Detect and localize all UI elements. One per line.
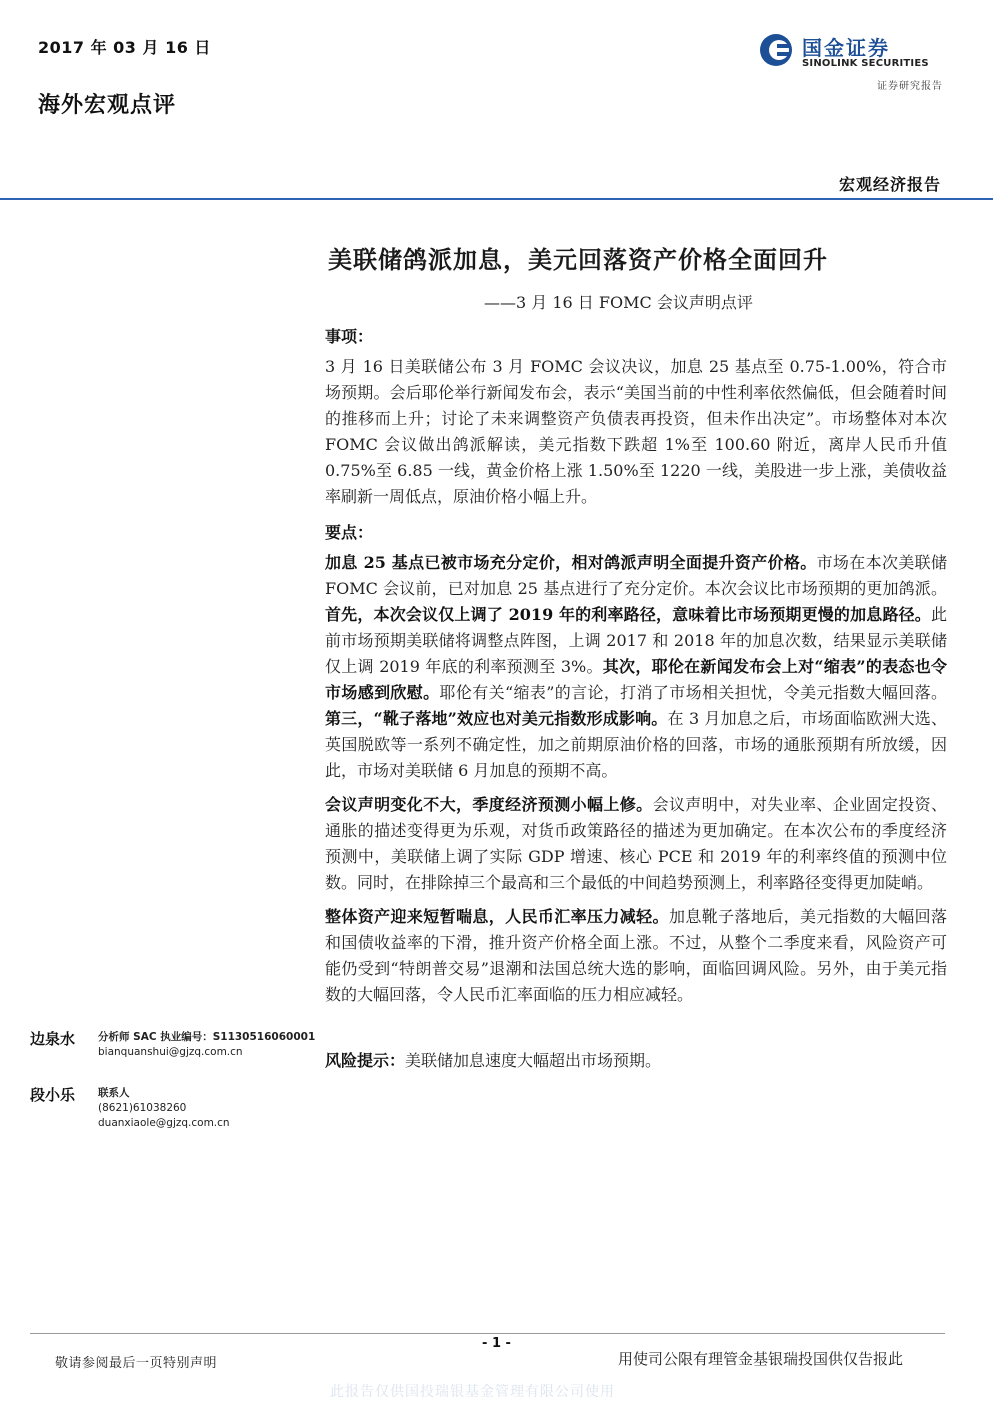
report-type-label: 宏观经济报告 (838, 175, 941, 194)
article-body (325, 322, 947, 1074)
doc-kind-label: 证券研究报告 (877, 81, 943, 92)
point-2-text: 会议声明中，对失业率、企业固定投资、通胀的描述变得更为乐观，对货币政策路径的描述为更加确定。在本次公布的季度经济预测中，美联储上调了实际 GDP 增速、核心 PCE 和 2019 年的利率终值的预测中位数。同时，在排除掉三个最高和三个最低的中间趋势预测上，利率路径变得更加陡峭。 (325, 795, 947, 892)
footer-usage-note: 用使司公限有理管金基银瑞投国供仅告报此 (618, 1350, 904, 1368)
point-1-text-d: 在 3 月加息之后，市场面临欧洲大选、英国脱欧等一系列不确定性，加之前期原油价格的回落，市场的通胀预期有所放缓，因此，市场对美联储 6 月加息的预期不高。 (325, 709, 947, 780)
risk-text: 美联储加息速度大幅超出市场预期。 (405, 1051, 662, 1070)
header-divider (0, 198, 993, 200)
point-3-text: 加息靴子落地后，美元指数的大幅回落和国债收益率的下滑，推升资产价格全面上涨。不过，从整个二季度来看，风险资产可能仍受到“特朗普交易”退潮和法国总统大选的影响，面临回调风险。另外，由于美元指数的大幅回落，令人民币汇率面临的压力相应减轻。 (325, 907, 947, 1004)
logo-english-name: SINOLINK SECURITIES (802, 58, 929, 69)
author-name: 边泉水 (30, 1030, 76, 1048)
author-phone: (8621)61038260 (98, 1102, 187, 1114)
author-email[interactable]: bianquanshui@gjzq.com.cn (98, 1046, 243, 1058)
author-card (30, 1084, 320, 1140)
point-1-text-b: 此前市场预期美联储将调整点阵图，上调 2017 和 2018 年的加息次数，结果显示美联储仅上调 2019 年底的利率预测至 3%。 (325, 605, 947, 676)
author-name: 段小乐 (30, 1086, 76, 1104)
report-series: 海外宏观点评 (38, 92, 177, 118)
report-date: 2017 年 03 月 16 日 (38, 38, 211, 57)
article-title: 美联储鸽派加息，美元回落资产价格全面回升 (328, 245, 828, 274)
point-1-lead: 加息 25 基点已被市场充分定价，相对鸽派声明全面提升资产价格。 (325, 553, 817, 572)
point-paragraph-2 (325, 792, 947, 896)
author-info (98, 1030, 315, 1060)
author-role: 分析师 SAC 执业编号：S1130516060001 (98, 1031, 316, 1043)
point-paragraph-1 (325, 550, 947, 784)
risk-label: 风险提示： (325, 1051, 406, 1070)
author-list (30, 1028, 320, 1140)
point-1-second: 其次，耶伦在新闻发布会上对“缩表”的表态也令市场感到欣慰。 (325, 657, 947, 702)
logo-chinese-name: 国金证券 (802, 36, 890, 60)
point-3-lead: 整体资产迎来短暂喘息，人民币汇率压力减轻。 (325, 907, 669, 926)
point-1-text-a: 市场在本次美联储 FOMC 会议前，已对加息 25 基点进行了充分定价。本次会议比市场预期的更加鸽派。 (325, 553, 947, 598)
company-logo (758, 30, 948, 70)
author-info (98, 1086, 230, 1131)
footer-divider (30, 1333, 945, 1334)
risk-warning (325, 1048, 947, 1074)
points-heading: 要点： (325, 523, 374, 542)
point-2-lead: 会议声明变化不大，季度经济预测小幅上修。 (325, 795, 653, 814)
point-paragraph-3 (325, 904, 947, 1008)
sinolink-logo-icon (758, 32, 794, 68)
point-1-first: 首先，本次会议仅上调了 2019 年的利率路径，意味着比市场预期更慢的加息路径。 (325, 605, 931, 624)
events-heading: 事项： (325, 327, 374, 346)
point-1-text-c: 耶伦有关“缩表”的言论，打消了市场相关担忧，令美元指数大幅回落。 (439, 683, 947, 702)
author-card (30, 1028, 320, 1084)
point-1-third: 第三，“靴子落地”效应也对美元指数形成影响。 (325, 709, 668, 728)
watermark-text: 此报告仅供国投瑞银基金管理有限公司使用 (330, 1384, 615, 1400)
article-subtitle: ——3 月 16 日 FOMC 会议声明点评 (484, 293, 753, 312)
page-number: - 1 - (482, 1336, 511, 1351)
author-email[interactable]: duanxiaole@gjzq.com.cn (98, 1117, 230, 1129)
events-paragraph: 3 月 16 日美联储公布 3 月 FOMC 会议决议，加息 25 基点至 0.75-1.00%，符合市场预期。会后耶伦举行新闻发布会，表示“美国当前的中性利率依然偏低，但会随着时间的推移而上升；讨论了未来调整资产负债表再投资，但未作出决定”。市场整体对本次 FOMC 会议做出鸽派解读，美元指数下跌超 1%至 100.60 附近，离岸人民币升值 0.75%至 6.85 一线，黄金价格上涨 1.50%至 1220 一线，美股进一步上涨，美债收益率刷新一周低点，原油价格小幅上升。 (325, 357, 947, 506)
author-role: 联系人 (98, 1087, 130, 1099)
footer-disclaimer: 敬请参阅最后一页特别声明 (55, 1356, 218, 1371)
